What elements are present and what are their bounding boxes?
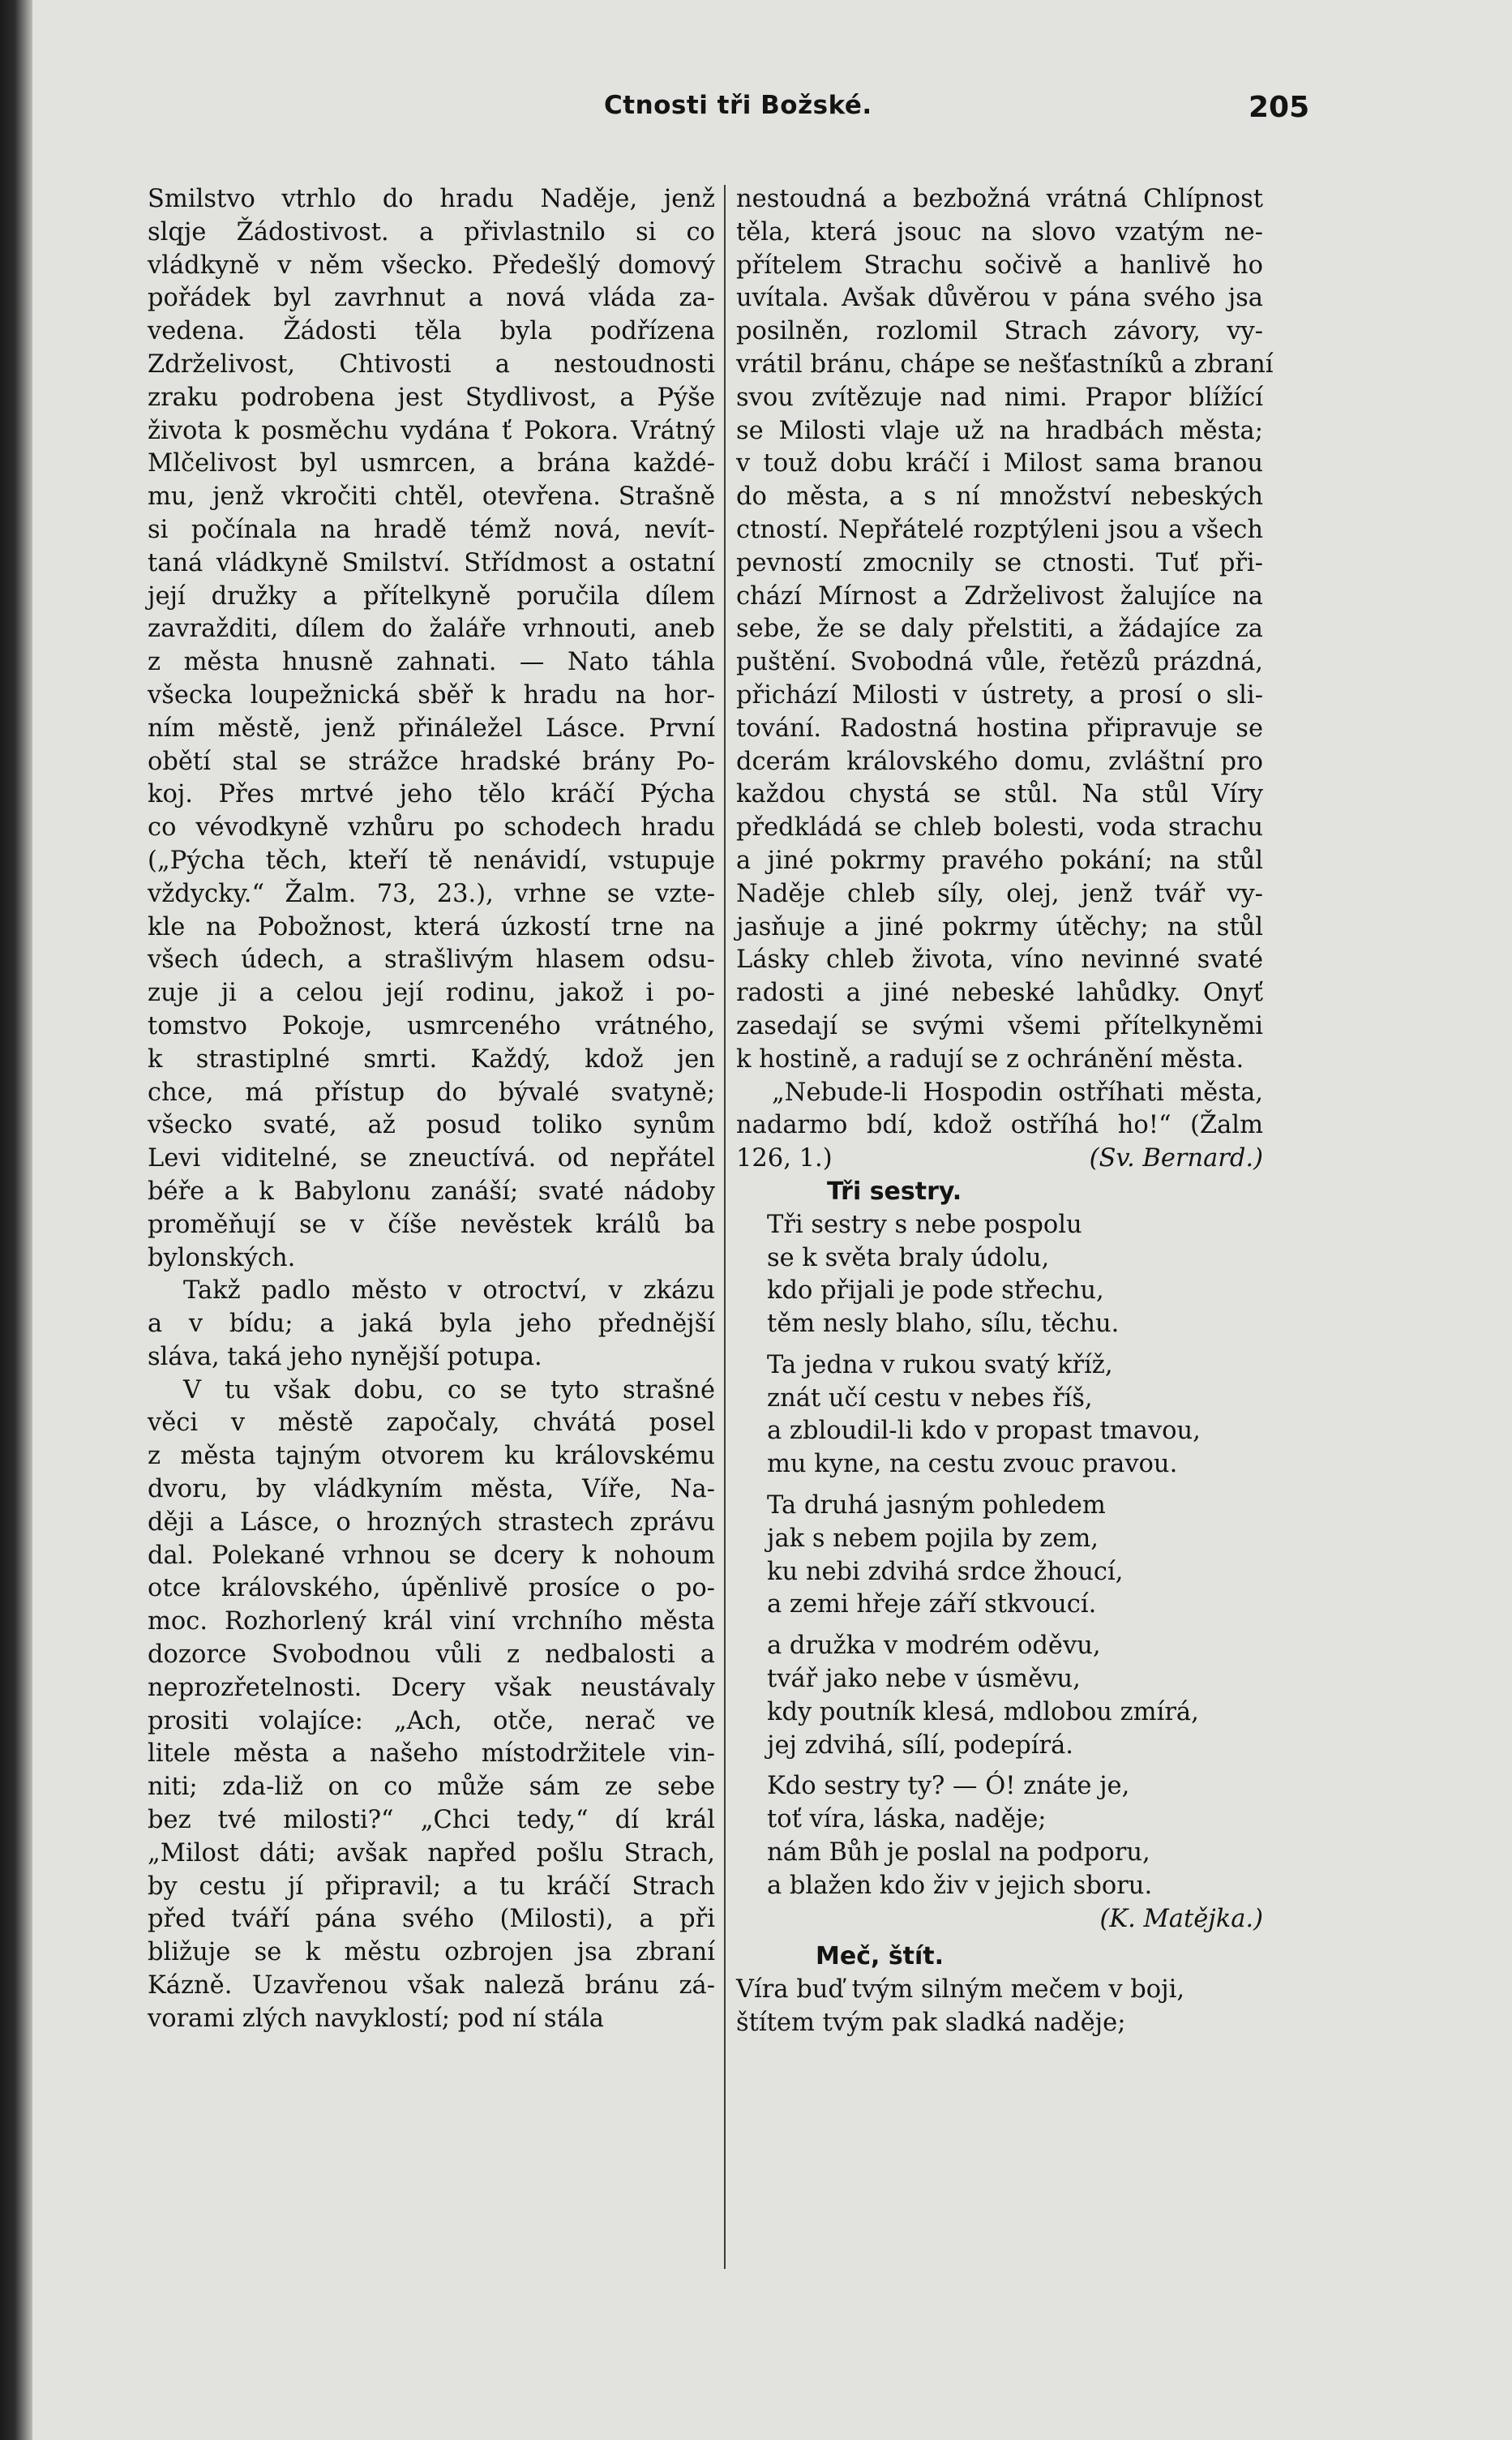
text-line: z města tajným otvorem ku královskému: [148, 1442, 715, 1471]
text-line: Levi viditelné, se zneuctívá. od nepřátel: [148, 1144, 715, 1173]
text-line: před tváří pána svého (Milosti), a při: [148, 1905, 715, 1934]
text-line: pevností zmocnily se ctnosti. Tuť při-: [736, 548, 1263, 577]
text-line: Lásky chleb života, víno nevinné svaté: [736, 946, 1263, 975]
text-line: si počínala na hradě témž nová, nevít-: [148, 515, 715, 544]
citation-line: [736, 1143, 1263, 1176]
text-line: k strastiplné smrti. Každý, kdož jen: [148, 1044, 715, 1074]
text-line: vrátil bránu, chápe se nešťastníků a zbraní: [736, 349, 1274, 379]
verse-line: a družka v modrém oděvu,: [767, 1632, 1101, 1661]
paragraph: [736, 183, 1274, 1077]
verse-line: nám Bůh je poslal na podporu,: [767, 1838, 1150, 1868]
text-line: tomstvo Pokoje, usmrceného vrátného,: [148, 1011, 715, 1040]
text-line: zasedají se svými všemi přítelkyněmi: [736, 1011, 1263, 1040]
poem-stanza: [767, 1349, 1263, 1482]
text-line: všech údech, a strašlivým hlasem odsu-: [148, 946, 715, 975]
stanza-gap: [767, 1622, 1263, 1630]
text-line: těla, která jsouc na slovo vzatým ne-: [736, 217, 1263, 247]
poem-stanza: [767, 1630, 1263, 1762]
verse-line: a blažen kdo živ v jejich sboru.: [767, 1871, 1153, 1900]
verse-line: kdy poutník klesá, mdlobou zmírá,: [767, 1697, 1199, 1726]
poem: [736, 1209, 1263, 1903]
verse-line: ku nebi zdvihá srdce žhoucí,: [767, 1557, 1124, 1586]
text-line: mu, jenž vkročiti chtěl, otevřena. Strašně: [148, 482, 715, 512]
paragraph: [736, 1077, 1263, 1176]
text-line: nestoudná a bezbožná vrátná Chlípnost: [736, 185, 1263, 213]
text-line: Naděje chleb síly, olej, jenž tvář vy-: [736, 879, 1263, 908]
verse-line: Ta jedna v rukou svatý kříž,: [767, 1350, 1113, 1379]
text-line: předkládá se chleb bolesti, voda strachu: [736, 813, 1263, 843]
text-line: všecko svaté, až posud toliko synům: [148, 1111, 715, 1140]
poem-stanza: [767, 1770, 1263, 1902]
verse-line: a zbloudil-li kdo v propast tmavou,: [767, 1417, 1201, 1446]
verse-line: tvář jako nebe v úsměvu,: [767, 1665, 1081, 1694]
text-line: uvítala. Avšak důvěrou v pána svého jsa: [736, 284, 1263, 313]
left-column: [148, 183, 715, 2036]
text-line: dcerám královského domu, zvláštní pro: [736, 747, 1263, 776]
text-line: bez tvé milosti?“ „Chci tedy,“ dí král: [148, 1806, 715, 1835]
right-column-prose: [736, 183, 1274, 1176]
text-line: tování. Radostná hostina připravuje se: [736, 714, 1263, 743]
text-line: každou chystá se stůl. Na stůl Víry: [736, 780, 1263, 809]
poem-title: Tři sestry.: [827, 1177, 962, 1206]
text-line: co vévodkyně vzhůru po schodech hradu: [148, 813, 715, 843]
text-line: nadarmo bdí, kdož ostříhá ho!“ (Žalm: [736, 1111, 1263, 1140]
text-line: štítem tvým pak sladká naděje;: [736, 2009, 1126, 2038]
text-line: sláva, taká jeho nynější potupa.: [148, 1342, 542, 1371]
text-line: ději a Lásce, o hrozných strastech zprávu: [148, 1507, 715, 1537]
text-line: věci v městě započaly, chvátá posel: [148, 1409, 715, 1438]
text-line: bylonských.: [148, 1243, 296, 1272]
text-line: života k posměchu vydána ť Pokora. Vrátný: [148, 416, 715, 445]
text-line: a v bídu; a jaká byla jeho přednější: [148, 1310, 715, 1339]
text-line: Takž padlo město v otroctví, v zkázu: [183, 1276, 715, 1306]
text-line: „Milost dáti; avšak napřed pošlu Strach,: [148, 1838, 715, 1868]
text-line: chází Mírnost a Zdrželivost žalujíce na: [736, 581, 1263, 611]
text-line: všecka loupežnická sběř k hradu na hor-: [148, 680, 715, 710]
text-line: přítelem Strachu sočivě a hanlivě ho: [736, 251, 1263, 280]
text-line: radosti a jiné nebeské lahůdky. Onyť: [736, 979, 1263, 1008]
verse-line: se k světa braly údolu,: [767, 1243, 1050, 1272]
text-line: dal. Polekané vrhnou se dcery k nohoum: [148, 1541, 715, 1570]
text-line: zuje ji a celou její rodinu, jakož i po-: [148, 979, 715, 1008]
poem-stanza: [767, 1209, 1263, 1341]
text-line: taná vládkyně Smilství. Střídmost a ostatní: [148, 548, 715, 577]
text-line: („Pýcha těch, kteří tě nenávidí, vstupuje: [148, 846, 715, 875]
stanza-gap: [767, 1482, 1263, 1490]
text-line: moc. Rozhorlený král viní vrchního města: [148, 1607, 715, 1636]
text-line: v touž dobu kráčí i Milost sama branou: [736, 449, 1263, 478]
text-line: se Milosti vlaje už na hradbách města;: [736, 416, 1263, 445]
stanza-gap: [767, 1341, 1263, 1349]
verse-line: znát učí cestu v nebes říš,: [767, 1383, 1093, 1413]
text-line: proměňují se v číše nevěstek králů ba: [148, 1210, 715, 1239]
verse-line: mu kyne, na cestu zvouc pravou.: [767, 1450, 1178, 1479]
poem-signature: (K. Matějka.): [1099, 1904, 1263, 1933]
text-line: koj. Přes mrtvé jeho tělo kráčí Pýcha: [148, 780, 715, 809]
stanza-gap: [767, 1762, 1263, 1770]
text-line: otce královského, úpěnlivě prosíce o po-: [148, 1574, 715, 1603]
text-line: zraku podrobena jest Stydlivost, a Pýše: [148, 383, 715, 412]
text-line: Mlčelivost byl usmrcen, a brána každé-: [148, 449, 715, 478]
verse-line: Ta druhá jasným pohledem: [767, 1491, 1106, 1520]
text-line: vedena. Žádosti těla byla podřízena: [148, 317, 715, 346]
text-line: posilněn, rozlomil Strach závory, vy-: [736, 317, 1263, 346]
text-line: prositi volajíce: „Ach, otče, nerač ve: [148, 1706, 715, 1735]
text-line: dvoru, by vládkyním města, Víře, Na-: [148, 1475, 715, 1504]
text-line: Zdrželivost, Chtivosti a nestoudnosti: [148, 349, 715, 379]
text-line: litele města a našeho místodržitele vin-: [148, 1739, 715, 1769]
text-line: neprozřetelnosti. Dcery však neustávaly: [148, 1673, 715, 1702]
text-line: jasňuje a jiné pokrmy útěchy; na stůl: [736, 912, 1263, 941]
text-line: niti; zda-liž on co může sám ze sebe: [148, 1773, 715, 1802]
verse-line: kdo přijali je pode střechu,: [767, 1276, 1104, 1306]
text-line: kle na Pobožnost, která úzkostí trne na: [148, 912, 715, 941]
paragraph: [148, 1374, 715, 2036]
verse-line: a zemi hřeje září stkvoucí.: [767, 1590, 1097, 1619]
text-line: přichází Milosti v ústrety, a prosí o sli-: [736, 680, 1263, 710]
text-line: bližuje se k městu ozbrojen jsa zbraní: [148, 1938, 715, 1967]
text-line: Víra buď tvým silným mečem v boji,: [736, 1975, 1185, 2005]
paragraph: [148, 1275, 715, 1374]
text-line: pořádek byl zavrhnut a nová vláda za-: [148, 284, 715, 313]
text-line: V tu však dobu, co se tyto strašné: [183, 1375, 715, 1404]
text-line: vládkyně v něm všecko. Předešlý domový: [148, 251, 715, 280]
verse-line: toť víra, láska, naděje;: [767, 1805, 1047, 1834]
text-line: vorami zlých navyklostí; pod ní stála: [148, 2004, 604, 2033]
text-line: puštění. Svobodná vůle, řetězů prázdná,: [736, 648, 1263, 677]
text-line: „Nebude-li Hospodin ostříhati města,: [772, 1078, 1263, 1107]
text-line: z města hnusně zahnati. — Nato táhla: [148, 648, 715, 677]
section-text: [736, 1974, 1263, 2040]
verse-line: těm nesly blaho, sílu, těchu.: [767, 1310, 1120, 1339]
verse-line: Tři sestry s nebe pospolu: [767, 1210, 1082, 1239]
text-line: sebe, že se daly přelstiti, a žádajíce za: [736, 615, 1263, 644]
text-line: by cestu jí připravil; a tu kráčí Strach: [148, 1872, 715, 1901]
paragraph: [148, 183, 715, 1275]
text-line: ním městě, jenž přináležel Lásce. První: [148, 714, 715, 743]
text-line: svou zvítězuje nad nimi. Prapor blížící: [736, 383, 1263, 412]
verse-line: jej zdvihá, sílí, podepírá.: [767, 1730, 1073, 1760]
text-line: obětí stal se strážce hradské brány Po-: [148, 747, 715, 776]
text-line: ctností. Nepřátelé rozptýleni jsou a všech: [736, 515, 1263, 544]
text-line: její družky a přítelkyně poručila dílem: [148, 581, 715, 611]
text-line: Smilstvo vtrhlo do hradu Naděje, jenž: [148, 185, 715, 213]
text-line: béře a k Babylonu zanáší; svaté nádoby: [148, 1177, 715, 1206]
text-line: dozorce Svobodnou vůli z nedbalosti a: [148, 1640, 715, 1670]
text-line: vždycky.“ Žalm. 73, 23.), vrhne se vzte-: [148, 879, 715, 908]
citation-source: (Sv. Bernard.): [1089, 1144, 1263, 1173]
text-line: a jiné pokrmy pravého pokání; na stůl: [736, 846, 1263, 875]
page-number: 205: [1249, 91, 1310, 124]
running-head: Ctnosti tři Božské.: [604, 91, 872, 120]
text-line: chce, má přístup do bývalé svatyně;: [148, 1078, 715, 1107]
column-divider: [724, 185, 726, 2269]
section-title: Meč, štít.: [816, 1942, 944, 1971]
text-line: k hostině, a radují se z ochránění města.: [736, 1044, 1244, 1074]
verse-line: jak s nebem pojila by zem,: [767, 1524, 1099, 1553]
right-column: [736, 183, 1274, 2040]
binding-shadow: [0, 0, 32, 2440]
text-line: Kázně. Uzavřenou však naleză bránu zá-: [148, 1971, 715, 2000]
text-line: zavražditi, dílem do žaláře vrhnouti, aneb: [148, 615, 715, 644]
text-line: do města, a s ní množství nebeských: [736, 482, 1263, 512]
verse-line: Kdo sestry ty? — Ó! znáte je,: [767, 1772, 1130, 1801]
citation-ref: 126, 1.): [736, 1144, 833, 1173]
text-line: slqje Žádostivost. a přivlastnilo si co: [148, 217, 715, 247]
poem-stanza: [767, 1490, 1263, 1622]
